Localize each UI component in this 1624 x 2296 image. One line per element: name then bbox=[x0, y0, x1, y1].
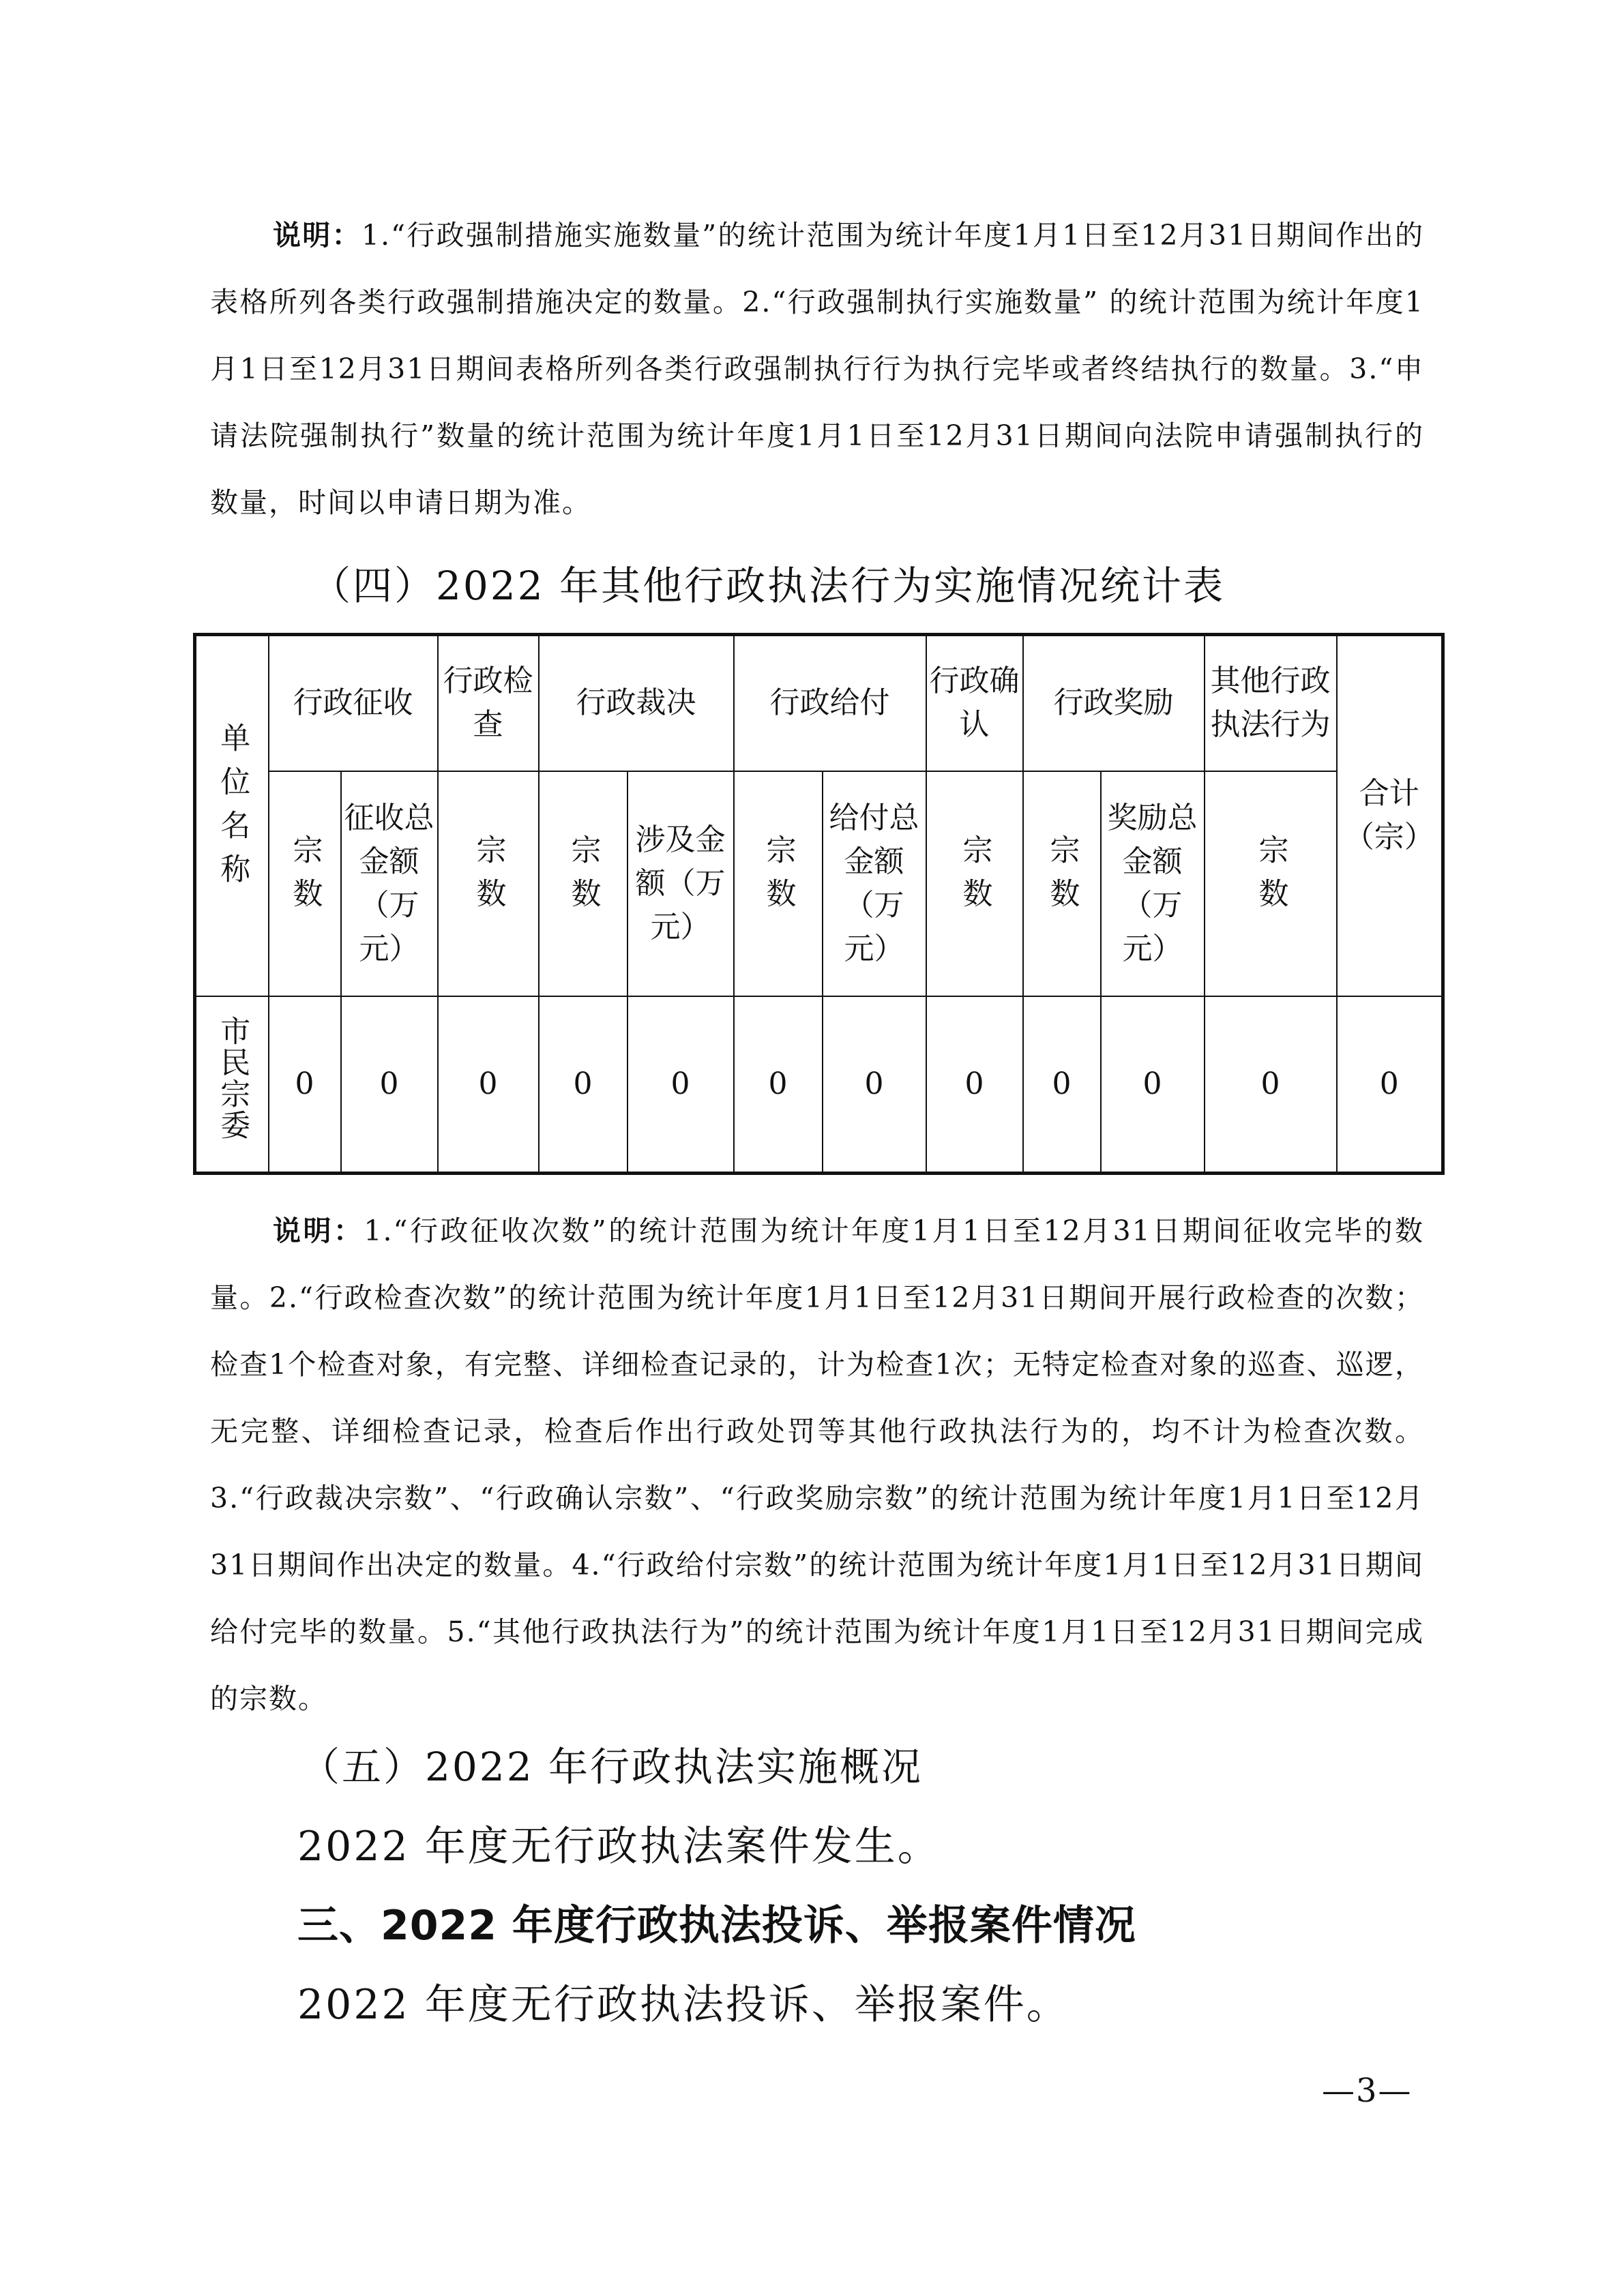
subheader-inspection-count: 宗数 bbox=[438, 771, 539, 996]
section-three-body: 2022 年度无行政执法投诉、举报案件。 bbox=[297, 1981, 1069, 2029]
header-other-enforcement: 其他行政执法行为 bbox=[1205, 635, 1337, 771]
cell-total: 0 bbox=[1337, 996, 1443, 1174]
cell-payment-count: 0 bbox=[734, 996, 823, 1174]
cell-reward-amount: 0 bbox=[1101, 996, 1205, 1174]
note-paragraph-2 bbox=[210, 1197, 1424, 1732]
row-unit-name: 市民宗委 bbox=[195, 996, 269, 1174]
header-reward: 行政奖励 bbox=[1023, 635, 1205, 771]
section-five-body: 2022 年度无行政执法案件发生。 bbox=[297, 1823, 941, 1870]
cell-involved-amount: 0 bbox=[628, 996, 734, 1174]
section-three-title: 三、2022 年度行政执法投诉、举报案件情况 bbox=[297, 1902, 1136, 1950]
table-row bbox=[195, 996, 1443, 1174]
cell-other-count: 0 bbox=[1205, 996, 1337, 1174]
statistics-table bbox=[193, 633, 1445, 1175]
subheader-adjudication-count: 宗数 bbox=[539, 771, 628, 996]
header-payment: 行政给付 bbox=[734, 635, 926, 771]
header-unit-name: 单位名称 bbox=[195, 635, 269, 996]
page-number: —3— bbox=[1322, 2072, 1413, 2110]
subheader-payment-count: 宗数 bbox=[734, 771, 823, 996]
cell-inspection-count: 0 bbox=[438, 996, 539, 1174]
cell-reward-count: 0 bbox=[1023, 996, 1101, 1174]
header-levy: 行政征收 bbox=[269, 635, 438, 771]
subheader-other-count: 宗数 bbox=[1205, 771, 1337, 996]
cell-levy-count: 0 bbox=[269, 996, 341, 1174]
note-paragraph-1 bbox=[210, 202, 1424, 536]
note-lead: 说明： bbox=[273, 219, 361, 252]
subheader-involved-amount: 涉及金额（万元） bbox=[628, 771, 734, 996]
note-lead: 说明： bbox=[273, 1214, 364, 1247]
cell-payment-amount: 0 bbox=[823, 996, 926, 1174]
header-total: 合计（宗） bbox=[1337, 635, 1443, 996]
section-five-title: （五）2022 年行政执法实施概况 bbox=[300, 1744, 924, 1790]
note-text: 1.“行政征收次数”的统计范围为统计年度1月1日至12月31日期间征收完毕的数量。2.“行政检查次数”的统计范围为统计年度1月1日至12月31日期间开展行政检查的次数；检查1个检查对象，有完整、详细检查记录的，计为检查1次；无特定检查对象的巡查、巡逻，无完整、详细检查记录，检查后作出行政处罚等其他行政执法行为的，均不计为检查次数。3.“行政裁决宗数”、“行政确认宗数”、“行政奖励宗数”的统计范围为统计年度1月1日至12月31日期间作出决定的数量。4.“行政给付宗数”的统计范围为统计年度1月1日至12月31日期间给付完毕的数量。5.“其他行政执法行为”的统计范围为统计年度1月1日至12月31日期间完成的宗数。 bbox=[210, 1214, 1424, 1715]
subheader-confirmation-count: 宗数 bbox=[926, 771, 1023, 996]
cell-adjudication-count: 0 bbox=[539, 996, 628, 1174]
note-text: 1.“行政强制措施实施数量”的统计范围为统计年度1月1日至12月31日期间作出的表格所列各类行政强制措施决定的数量。2.“行政强制执行实施数量” 的统计范围为统计年度1月1日至12月31日期间表格所列各类行政强制执行行为执行完毕或者终结执行的数量。3.“申请法院强制执行”数量的统计范围为统计年度1月1日至12月31日期间向法院申请强制执行的数量，时间以申请日期为准。 bbox=[210, 219, 1424, 519]
header-confirmation: 行政确认 bbox=[926, 635, 1023, 771]
subheader-levy-count: 宗数 bbox=[269, 771, 341, 996]
subheader-payment-amount: 给付总金额（万元） bbox=[823, 771, 926, 996]
subheader-reward-amount: 奖励总金额（万元） bbox=[1101, 771, 1205, 996]
subheader-levy-amount: 征收总金额（万元） bbox=[341, 771, 438, 996]
table-title: （四）2022 年其他行政执法行为实施情况统计表 bbox=[311, 563, 1226, 609]
cell-levy-amount: 0 bbox=[341, 996, 438, 1174]
subheader-reward-count: 宗数 bbox=[1023, 771, 1101, 996]
header-adjudication: 行政裁决 bbox=[539, 635, 734, 771]
cell-confirmation-count: 0 bbox=[926, 996, 1023, 1174]
header-inspection: 行政检查 bbox=[438, 635, 539, 771]
